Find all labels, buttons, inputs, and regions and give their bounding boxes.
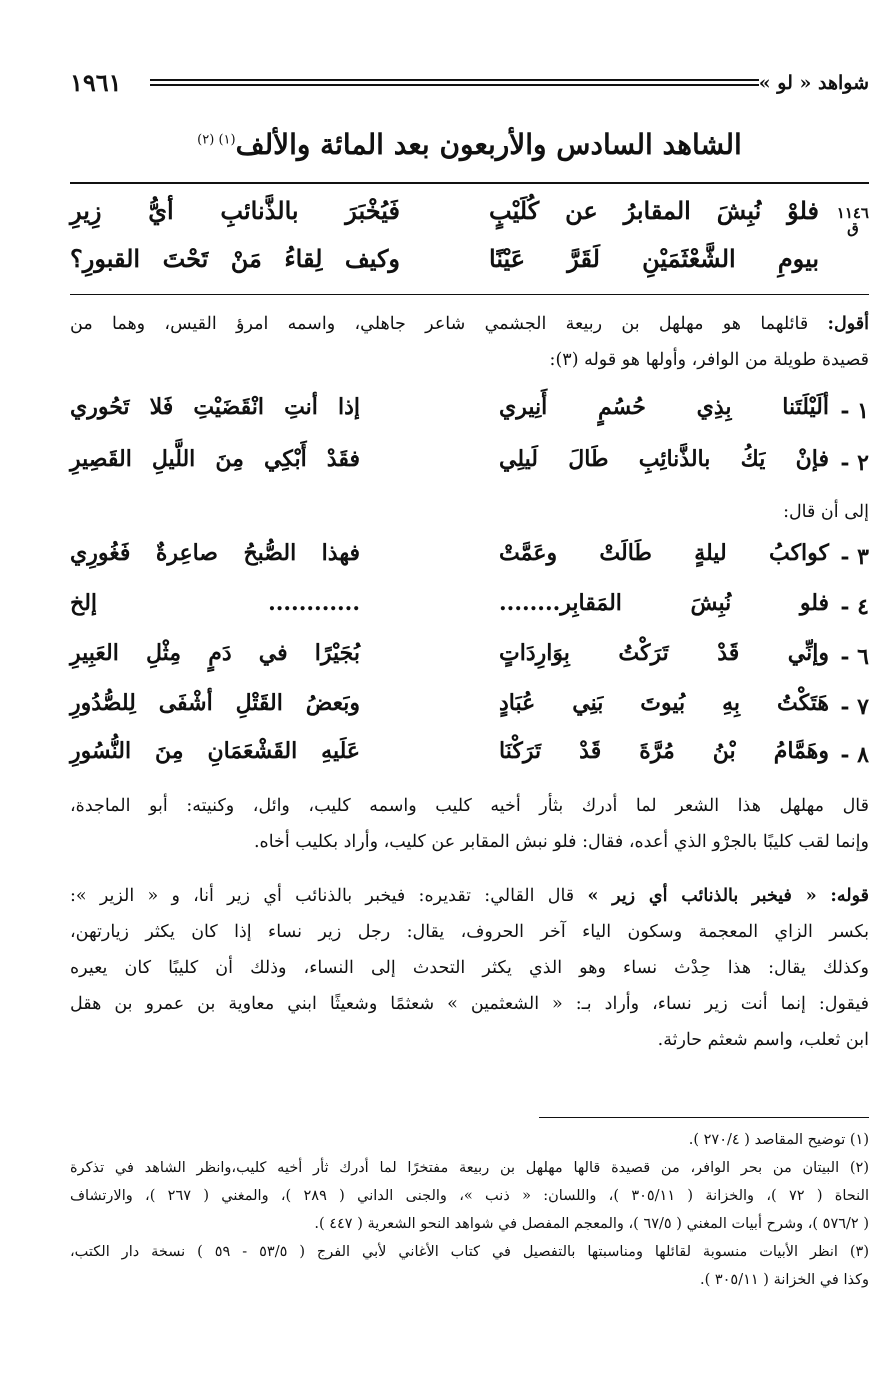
footnote-separator <box>539 1117 869 1118</box>
poem-verse-8 <box>70 738 869 782</box>
verse-number-value: ١١٤٦ <box>836 204 869 222</box>
poem-verse-7 <box>70 690 869 734</box>
intro-paragraph <box>70 306 869 378</box>
footnote-line: (١) توضيح المقاصد ( ٢٧٠/٤ ). <box>688 1132 869 1148</box>
hemistich-second: بُجَيْرًا في دَمٍ مِثْلِ العَبِيرِ <box>70 640 360 666</box>
hemistich-second: فهذا الصُّبحُ صاعِرةٌ فَغُورِي <box>70 540 360 566</box>
verse-number <box>837 206 869 236</box>
commentary-paragraph-1 <box>70 788 869 860</box>
hemistich-second: فقَدْ أَبْكِي مِنَ اللَّيلِ القَصِيرِ <box>70 446 360 472</box>
running-header <box>70 70 869 98</box>
heading-note-ref: (١) (٢) <box>197 132 236 148</box>
hemistich-second: عَلَيهِ القَشْعَمَانِ مِنَ النُّسُورِ <box>70 738 360 764</box>
poem-verse-number: ٨ - <box>840 742 869 768</box>
hemistich-first: وهَمَّامُ بْنُ مُرَّةَ قَدْ تَرَكْنَا <box>499 738 829 764</box>
verse-source-mark: ق <box>847 219 859 237</box>
commentary-label: قوله: « فيخبر بالذنائب أي زير » <box>587 886 869 906</box>
poem-verse-number: ٦ - <box>840 644 869 670</box>
hemistich-first: بيومِ الشَّعْثَمَيْنِ لَقَرَّ عَيْنًا <box>489 244 819 273</box>
poem-verse-3 <box>70 540 869 584</box>
hemistich-second: إذا أنتِ انْقَضَيْتِ فَلا تَحُوري <box>70 394 360 420</box>
hemistich-first: هَتَكْتُ بِهِ بُيوتَ بَنِي عُبَادٍ <box>499 690 829 716</box>
commentary-line: ابن ثعلب، واسم شعثم حارثة. <box>657 1030 869 1050</box>
footnotes <box>70 1126 869 1294</box>
commentary-line: بكسر الزاي المعجمة وسكون الياء آخر الحروف، يقال: رجل زير نساء إذا كان يكثر زيارتهن، <box>70 922 869 942</box>
verse-top-rule <box>70 182 869 184</box>
commentary-line: وكذلك يقال: هذا حِدْث نساء وهو الذي يكثر التحدث إلى النساء، وذلك أن كليبًا كان يعيره <box>70 958 869 978</box>
poem-verse-number: ٣ - <box>840 544 869 570</box>
hemistich-second: وبَعضُ القَتْلِ أشْفَى لِلصُّدُورِ <box>70 690 360 716</box>
commentary-line: وإنما لقب كليبًا بالجرْو الذي أعده، فقال: فلو نبش المقابر عن كليب، وأراد بكليب أخاه. <box>253 832 869 852</box>
hemistich-first: فلوْ نُبِشَ المقابرُ عن كُلَيْبٍ <box>489 196 819 225</box>
footnote-line: (٢) البيتان من بحر الوافر، من قصيدة قالها مهلهل بن ربيعة مفتخرًا لما أدرك ثأر أخيه كليب،وانظر الشاهد في تذكرة <box>70 1160 869 1176</box>
commentary-line: قال مهلهل هذا الشعر لما أدرك بثأر أخيه كليب واسمه كليب، وائل، وكنيته: أبو الماجدة، <box>70 796 869 816</box>
hemistich-second: ............ إلخ <box>70 590 360 616</box>
hemistich-first: فلو نُبِشَ المَقابِر........ <box>499 590 829 616</box>
commentary-line: قوله: « فيخبر بالذنائب أي زير » قال القالي: تقديره: فيخبر بالذنائب أي زير أنا، و « الزير »: <box>70 886 869 906</box>
intro-line-1: أقول: قائلهما هو مهلهل بن ربيعة الجشمي شاعر جاهلي، واسمه امرؤ القيس، وهما من <box>70 314 869 334</box>
transition-text: إلى أن قال: <box>783 502 869 522</box>
poem-verse-6 <box>70 640 869 684</box>
poem-verse-4 <box>70 590 869 634</box>
poem-verse-2 <box>70 446 869 490</box>
transition-line <box>70 494 869 530</box>
hemistich-second: وكيف لِقاءُ مَنْ تَحْتَ القبورِ؟ <box>70 244 400 273</box>
hemistich-first: ألَيْلَتَنا بِذِي حُسُمٍ أَنِيري <box>499 394 829 420</box>
book-page <box>70 0 869 1393</box>
main-verse-line-2 <box>70 244 869 288</box>
header-double-rule <box>150 79 759 86</box>
verse-bottom-rule <box>70 294 869 295</box>
running-title: شواهد « لو » <box>758 72 869 94</box>
footnote-line: ( ٥٧٦/٢ )، وشرح أبيات المغني ( ٦٧/٥ )، والمعجم المفصل في شواهد النحو الشعرية ( ٤٤٧ ). <box>314 1216 869 1232</box>
poem-verse-number: ٤ - <box>840 594 869 620</box>
heading-text: الشاهد السادس والأربعون بعد المائة والألف <box>235 128 742 161</box>
poem-verse-number: ١ - <box>840 398 869 424</box>
intro-line-2: قصيدة طويلة من الوافر، وأولها هو قوله (٣): <box>549 350 869 370</box>
footnote-line: النحاة ( ٧٢ )، والخزانة ( ٣٠٥/١١ )، واللسان: « ذنب »، والجنى الداني ( ٢٨٩ )، والمغني ( ٢٦٧ )، والارتشاف <box>70 1188 869 1204</box>
main-verse-line-1 <box>70 196 869 240</box>
intro-label: أقول: <box>827 314 869 334</box>
footnote-line: وكذا في الخزانة ( ٣٠٥/١١ ). <box>699 1272 869 1288</box>
poem-verse-number: ٧ - <box>840 694 869 720</box>
hemistich-second: فَيُخْبَرَ بالذَّنائبِ أيُّ زِيرِ <box>70 196 400 225</box>
poem-verse-number: ٢ - <box>840 450 869 476</box>
poem-verse-1 <box>70 394 869 438</box>
footnote-line: (٣) انظر الأبيات منسوبة لقائلها ومناسبتها بالتفصيل في كتاب الأغاني لأبي الفرج ( ٥٣/٥ - ٥٩ ) نسخة دار الكتب، <box>70 1244 869 1260</box>
page-number: ١٩٦١ <box>70 68 122 97</box>
hemistich-first: كواكبُ ليلةٍ طَالَتْ وعَمَّتْ <box>499 540 829 566</box>
commentary-paragraph-2 <box>70 878 869 1058</box>
commentary-line: فيقول: إنما أنت زير نساء، وأراد بـ: « الشعثمين » شعثمًا وشعيثًا ابني معاوية بن عمرو بن هقل <box>70 994 869 1014</box>
witness-heading <box>70 128 869 161</box>
hemistich-first: فإنْ يَكُ بالذَّنائِبِ طَالَ لَيلِي <box>499 446 829 472</box>
hemistich-first: وإنِّي قَدْ تَرَكْتُ بِوَارِدَاتٍ <box>499 640 829 666</box>
